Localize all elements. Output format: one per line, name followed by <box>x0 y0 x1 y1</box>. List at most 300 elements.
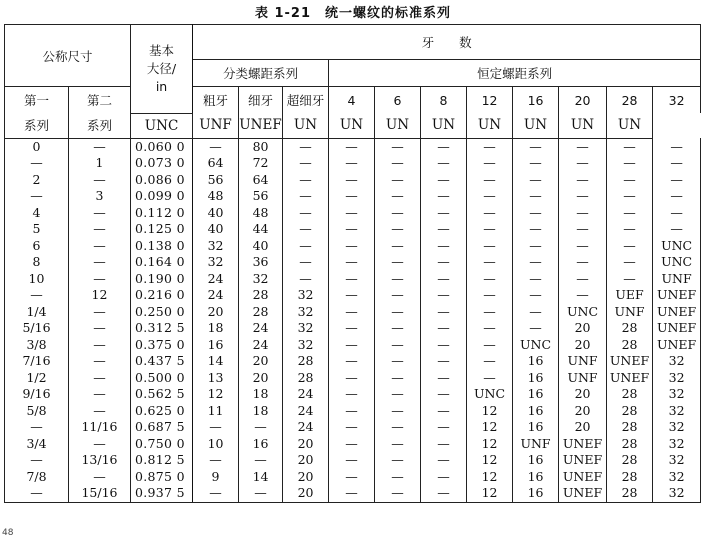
pitch-col-4: 4 <box>329 87 375 114</box>
table-cell: — <box>467 138 513 155</box>
table-cell: 12 <box>467 403 513 420</box>
table-cell: 32 <box>193 254 239 271</box>
table-cell: 32 <box>283 320 329 337</box>
table-cell: — <box>607 238 653 255</box>
table-cell: 7/16 <box>5 353 69 370</box>
pitch-col-8: 8 <box>421 87 467 114</box>
table-cell: — <box>283 155 329 172</box>
pitch-col-20: 20 <box>559 87 607 114</box>
table-cell: 13/16 <box>69 452 131 469</box>
table-cell: — <box>559 205 607 222</box>
table-cell: 0.625 0 <box>131 403 193 420</box>
table-cell: — <box>653 205 701 222</box>
table-cell: UNC <box>467 386 513 403</box>
table-cell: — <box>69 138 131 155</box>
table-cell: — <box>607 271 653 288</box>
table-cell: 32 <box>653 386 701 403</box>
table-cell: — <box>329 337 375 354</box>
table-cell: 40 <box>239 238 283 255</box>
table-cell: — <box>467 254 513 271</box>
table-cell: 16 <box>513 353 559 370</box>
table-cell: 20 <box>283 436 329 453</box>
table-cell: 28 <box>607 469 653 486</box>
table-cell: 20 <box>193 304 239 321</box>
table-cell: 32 <box>653 469 701 486</box>
table-cell: — <box>375 271 421 288</box>
table-cell: 16 <box>513 403 559 420</box>
basic-diameter-line1: 基本 <box>149 42 175 58</box>
table-cell: 11/16 <box>69 419 131 436</box>
code-un-4: UN <box>283 113 329 138</box>
table-cell: — <box>375 469 421 486</box>
table-cell: 32 <box>283 337 329 354</box>
table-cell: — <box>69 370 131 387</box>
table-cell: — <box>375 386 421 403</box>
table-cell: 0.375 0 <box>131 337 193 354</box>
table-cell: 12 <box>467 469 513 486</box>
table-cell: 28 <box>607 337 653 354</box>
table-cell: 20 <box>239 370 283 387</box>
table-cell: 12 <box>193 386 239 403</box>
pitch-col-32: 32 <box>653 87 701 114</box>
table-cell: 72 <box>239 155 283 172</box>
table-cell: UNC <box>653 238 701 255</box>
table-cell: 24 <box>283 403 329 420</box>
table-cell: 20 <box>559 386 607 403</box>
table-cell: — <box>513 254 559 271</box>
table-cell: — <box>329 254 375 271</box>
table-cell: 40 <box>193 205 239 222</box>
table-cell: 28 <box>607 386 653 403</box>
table-cell: — <box>467 238 513 255</box>
table-cell: — <box>467 287 513 304</box>
thread-series-table <box>4 24 701 503</box>
table-cell: — <box>421 254 467 271</box>
table-cell: 20 <box>559 419 607 436</box>
table-cell: 24 <box>193 287 239 304</box>
second-series-label-1: 第二 <box>69 87 131 114</box>
table-row <box>5 287 701 304</box>
table-cell: — <box>375 238 421 255</box>
table-cell: — <box>559 254 607 271</box>
table-cell: — <box>329 320 375 337</box>
table-cell: — <box>467 370 513 387</box>
table-cell: 32 <box>283 287 329 304</box>
table-cell: 44 <box>239 221 283 238</box>
table-cell: — <box>421 205 467 222</box>
basic-diameter-line2: 大径/ <box>146 60 177 76</box>
table-cell: 18 <box>239 403 283 420</box>
table-cell: 32 <box>653 419 701 436</box>
table-cell: UNC <box>513 337 559 354</box>
table-cell: — <box>421 172 467 189</box>
table-row <box>5 419 701 436</box>
table-cell: — <box>329 172 375 189</box>
table-cell: 0.125 0 <box>131 221 193 238</box>
table-cell: 0.562 5 <box>131 386 193 403</box>
table-cell: — <box>559 155 607 172</box>
table-cell: — <box>607 155 653 172</box>
table-cell: — <box>375 155 421 172</box>
table-cell: 24 <box>283 419 329 436</box>
table-row <box>5 370 701 387</box>
table-cell: 0.138 0 <box>131 238 193 255</box>
table-cell: — <box>559 172 607 189</box>
table-body <box>5 138 701 502</box>
table-cell: 28 <box>239 304 283 321</box>
table-cell: — <box>559 221 607 238</box>
table-cell: — <box>239 452 283 469</box>
code-un-6: UN <box>329 113 375 138</box>
table-cell: 28 <box>239 287 283 304</box>
table-cell: — <box>69 337 131 354</box>
table-cell: 48 <box>193 188 239 205</box>
table-cell: — <box>329 436 375 453</box>
table-cell: — <box>69 205 131 222</box>
table-cell: — <box>329 221 375 238</box>
table-cell: 14 <box>239 469 283 486</box>
table-cell: — <box>193 419 239 436</box>
table-cell: — <box>421 238 467 255</box>
second-series-label-2: 系列 <box>69 113 131 138</box>
table-cell: 0.312 5 <box>131 320 193 337</box>
table-cell: — <box>421 271 467 288</box>
table-cell: 56 <box>239 188 283 205</box>
table-cell: 24 <box>193 271 239 288</box>
table-cell: 32 <box>653 403 701 420</box>
table-cell: 16 <box>193 337 239 354</box>
table-cell: — <box>607 205 653 222</box>
table-cell: 12 <box>467 452 513 469</box>
table-cell: 16 <box>513 452 559 469</box>
table-cell: UNEF <box>607 370 653 387</box>
table-cell: 8 <box>5 254 69 271</box>
table-cell: — <box>421 370 467 387</box>
table-cell: UNEF <box>559 452 607 469</box>
table-cell: UNEF <box>653 287 701 304</box>
table-row <box>5 172 701 189</box>
table-cell: 13 <box>193 370 239 387</box>
table-cell: — <box>421 155 467 172</box>
table-cell: — <box>239 419 283 436</box>
table-cell: — <box>653 188 701 205</box>
table-cell: 0.812 5 <box>131 452 193 469</box>
table-row <box>5 386 701 403</box>
table-cell: 32 <box>193 238 239 255</box>
table-cell: — <box>375 370 421 387</box>
table-cell: — <box>513 221 559 238</box>
table-cell: — <box>329 238 375 255</box>
table-cell: 28 <box>607 403 653 420</box>
table-cell: 28 <box>607 436 653 453</box>
table-cell: 24 <box>239 320 283 337</box>
table-cell: 5/8 <box>5 403 69 420</box>
table-cell: — <box>329 205 375 222</box>
table-cell: — <box>467 205 513 222</box>
table-cell: — <box>329 138 375 155</box>
table-cell: — <box>329 155 375 172</box>
table-cell: 11 <box>193 403 239 420</box>
table-cell: 12 <box>467 485 513 502</box>
table-cell: 32 <box>239 271 283 288</box>
extra-fine-label: 超细牙 <box>283 87 329 114</box>
table-cell: — <box>329 188 375 205</box>
table-row <box>5 403 701 420</box>
table-cell: — <box>467 172 513 189</box>
table-cell: 12 <box>467 436 513 453</box>
first-series-label-2: 系列 <box>5 113 69 138</box>
table-cell: 16 <box>513 485 559 502</box>
table-cell: — <box>607 254 653 271</box>
table-cell: — <box>467 353 513 370</box>
table-cell: — <box>421 138 467 155</box>
table-cell: 5/16 <box>5 320 69 337</box>
table-cell: 28 <box>607 452 653 469</box>
table-cell: — <box>69 238 131 255</box>
table-cell: 15/16 <box>69 485 131 502</box>
table-row <box>5 155 701 172</box>
table-cell: — <box>375 221 421 238</box>
table-cell: — <box>559 271 607 288</box>
table-cell: — <box>421 188 467 205</box>
table-cell: 3/8 <box>5 337 69 354</box>
table-row <box>5 238 701 255</box>
table-cell: — <box>283 221 329 238</box>
table-cell: — <box>375 419 421 436</box>
table-cell: 32 <box>653 370 701 387</box>
table-cell: — <box>5 485 69 502</box>
pitch-col-12: 12 <box>467 87 513 114</box>
table-cell: — <box>467 304 513 321</box>
code-un-16: UN <box>467 113 513 138</box>
table-cell: 32 <box>653 452 701 469</box>
table-cell: 20 <box>559 320 607 337</box>
table-cell: — <box>421 403 467 420</box>
table-cell: 9 <box>193 469 239 486</box>
table-cell: 10 <box>193 436 239 453</box>
table-cell: — <box>467 337 513 354</box>
table-cell: — <box>329 304 375 321</box>
table-cell: — <box>513 138 559 155</box>
table-cell: 32 <box>653 436 701 453</box>
code-un-20: UN <box>513 113 559 138</box>
table-cell: 12 <box>467 419 513 436</box>
table-cell: 28 <box>607 485 653 502</box>
table-cell: — <box>193 138 239 155</box>
table-cell: — <box>467 271 513 288</box>
table-cell: UNF <box>607 304 653 321</box>
table-cell: — <box>329 353 375 370</box>
table-cell: — <box>283 271 329 288</box>
table-cell: 48 <box>239 205 283 222</box>
page-number: 48 <box>2 528 14 538</box>
table-cell: — <box>375 188 421 205</box>
code-un-12: UN <box>421 113 467 138</box>
table-cell: — <box>513 238 559 255</box>
table-cell: 2 <box>5 172 69 189</box>
table-row <box>5 188 701 205</box>
table-cell: — <box>375 254 421 271</box>
table-cell: UNEF <box>607 353 653 370</box>
table-cell: — <box>5 419 69 436</box>
table-cell: — <box>5 155 69 172</box>
table-cell: — <box>513 205 559 222</box>
table-cell: 0.750 0 <box>131 436 193 453</box>
table-cell: 1/2 <box>5 370 69 387</box>
table-cell: 24 <box>283 386 329 403</box>
table-cell: 0.073 0 <box>131 155 193 172</box>
table-cell: — <box>653 172 701 189</box>
table-cell: — <box>607 138 653 155</box>
table-cell: — <box>329 271 375 288</box>
table-cell: — <box>421 287 467 304</box>
table-cell: 80 <box>239 138 283 155</box>
table-cell: 1/4 <box>5 304 69 321</box>
table-cell: 9/16 <box>5 386 69 403</box>
table-cell: — <box>467 188 513 205</box>
table-cell: 16 <box>513 469 559 486</box>
table-cell: — <box>329 469 375 486</box>
table-row <box>5 485 701 502</box>
table-cell: UNEF <box>559 436 607 453</box>
table-cell: — <box>421 436 467 453</box>
table-cell: 20 <box>559 403 607 420</box>
table-cell: — <box>421 304 467 321</box>
table-cell: — <box>375 485 421 502</box>
table-cell: 0.190 0 <box>131 271 193 288</box>
table-cell: 0.216 0 <box>131 287 193 304</box>
table-cell: — <box>329 452 375 469</box>
first-series-label-1: 第一 <box>5 87 69 114</box>
table-cell: — <box>5 287 69 304</box>
basic-diameter-line3: in <box>155 78 168 94</box>
pitch-col-28: 28 <box>607 87 653 114</box>
table-cell: — <box>329 485 375 502</box>
table-row <box>5 304 701 321</box>
code-unef: UNEF <box>239 113 283 138</box>
table-cell: 18 <box>239 386 283 403</box>
table-cell: 16 <box>513 370 559 387</box>
table-cell: UNEF <box>653 304 701 321</box>
table-cell: 0.687 5 <box>131 419 193 436</box>
table-cell: — <box>69 403 131 420</box>
table-cell: 16 <box>239 436 283 453</box>
table-cell: — <box>375 205 421 222</box>
code-unc: UNC <box>131 113 193 138</box>
table-cell: UNF <box>513 436 559 453</box>
table-cell: — <box>69 271 131 288</box>
table-cell: 12 <box>69 287 131 304</box>
constant-pitch-header: 恒定螺距系列 <box>329 60 701 87</box>
table-cell: 28 <box>283 370 329 387</box>
table-cell: 16 <box>513 419 559 436</box>
table-cell: — <box>513 172 559 189</box>
table-cell: — <box>69 469 131 486</box>
table-cell: — <box>421 221 467 238</box>
table-cell: — <box>513 304 559 321</box>
table-row <box>5 337 701 354</box>
table-cell: 0.099 0 <box>131 188 193 205</box>
table-title: 表 1-21 统一螺纹的标准系列 <box>254 6 452 21</box>
table-cell: — <box>607 188 653 205</box>
table-cell: — <box>653 221 701 238</box>
table-cell: 0 <box>5 138 69 155</box>
table-cell: 28 <box>607 419 653 436</box>
table-cell: — <box>69 304 131 321</box>
table-cell: 4 <box>5 205 69 222</box>
table-cell: — <box>421 419 467 436</box>
table-cell: 40 <box>193 221 239 238</box>
table-cell: 20 <box>283 485 329 502</box>
table-cell: 0.937 5 <box>131 485 193 502</box>
table-cell: 0.437 5 <box>131 353 193 370</box>
table-cell: 1 <box>69 155 131 172</box>
table-cell: — <box>5 188 69 205</box>
table-cell: — <box>513 287 559 304</box>
table-cell: 3/4 <box>5 436 69 453</box>
table-cell: — <box>421 320 467 337</box>
table-cell: — <box>69 436 131 453</box>
code-un-32: UN <box>607 113 653 138</box>
code-un-8: UN <box>375 113 421 138</box>
table-cell: — <box>193 485 239 502</box>
table-cell: — <box>421 485 467 502</box>
table-cell: UNF <box>559 370 607 387</box>
table-cell: — <box>607 221 653 238</box>
pitch-col-6: 6 <box>375 87 421 114</box>
table-row <box>5 452 701 469</box>
table-cell: 10 <box>5 271 69 288</box>
table-cell: 64 <box>239 172 283 189</box>
table-cell: — <box>513 271 559 288</box>
table-cell: 32 <box>283 304 329 321</box>
table-cell: — <box>513 188 559 205</box>
table-row <box>5 320 701 337</box>
table-row <box>5 221 701 238</box>
table-cell: — <box>421 337 467 354</box>
table-cell: — <box>375 337 421 354</box>
table-cell: 64 <box>193 155 239 172</box>
table-cell: — <box>375 452 421 469</box>
table-cell: — <box>283 138 329 155</box>
table-cell: 14 <box>193 353 239 370</box>
table-cell: 3 <box>69 188 131 205</box>
table-cell: — <box>375 138 421 155</box>
table-cell: UNF <box>653 271 701 288</box>
nominal-size-header: 公称尺寸 <box>5 25 131 87</box>
table-cell: — <box>607 172 653 189</box>
table-cell: UEF <box>607 287 653 304</box>
table-cell: — <box>283 205 329 222</box>
table-cell: — <box>193 452 239 469</box>
table-row <box>5 138 701 155</box>
table-cell: 0.060 0 <box>131 138 193 155</box>
table-cell: 16 <box>513 386 559 403</box>
table-cell: 36 <box>239 254 283 271</box>
table-cell: — <box>69 254 131 271</box>
table-cell: — <box>653 138 701 155</box>
table-cell: 7/8 <box>5 469 69 486</box>
table-cell: UNC <box>653 254 701 271</box>
table-cell: 0.164 0 <box>131 254 193 271</box>
table-row <box>5 271 701 288</box>
threads-per-inch-header: 牙 数 <box>193 25 701 60</box>
table-cell: 28 <box>607 320 653 337</box>
table-cell: — <box>421 353 467 370</box>
table-cell: — <box>375 304 421 321</box>
table-cell: — <box>375 172 421 189</box>
table-cell: — <box>513 155 559 172</box>
